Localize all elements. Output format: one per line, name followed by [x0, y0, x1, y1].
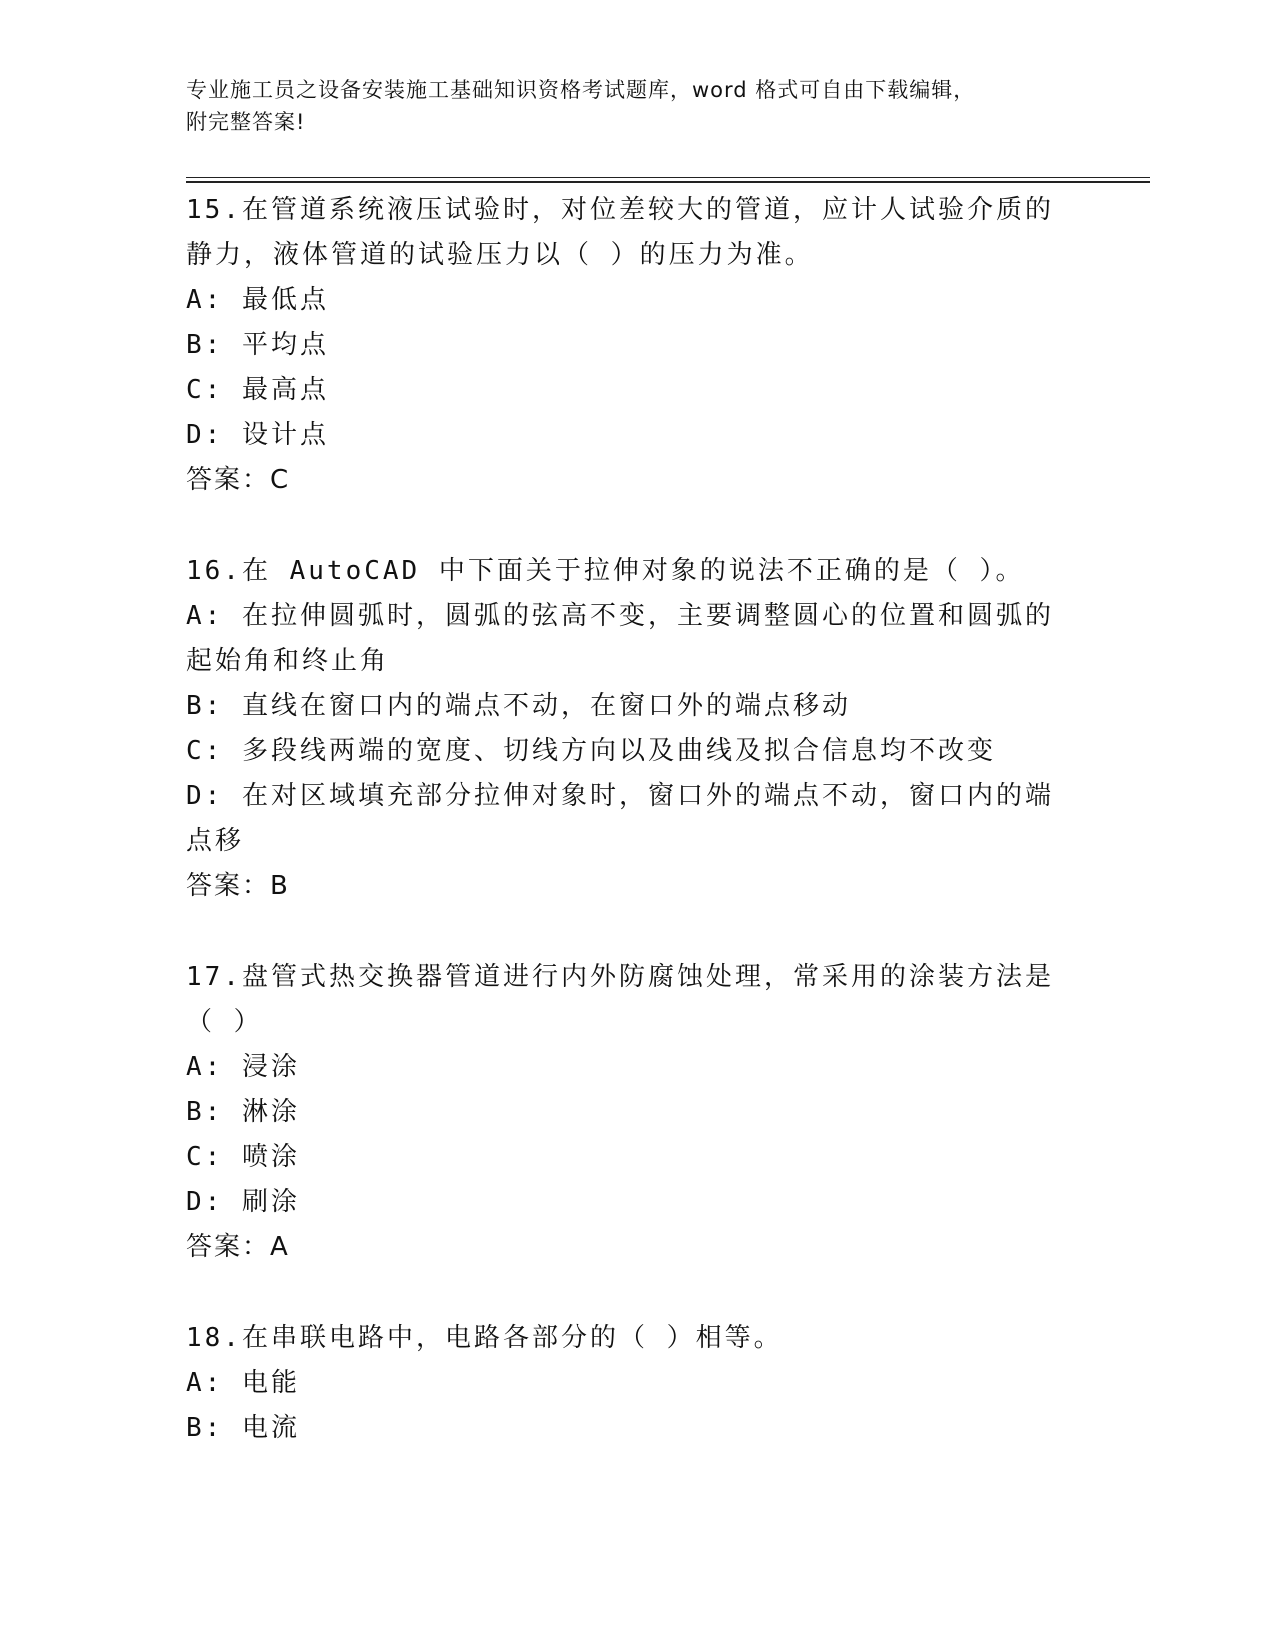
option-b: B: 直线在窗口内的端点不动，在窗口外的端点移动	[186, 691, 851, 721]
answer-text: 答案：A	[186, 1232, 290, 1262]
header-line-1: 专业施工员之设备安装施工基础知识资格考试题库，word 格式可自由下载编辑，	[186, 78, 976, 102]
question-18	[186, 1316, 1076, 1451]
question-stem: 17.盘管式热交换器管道进行内外防腐蚀处理，常采用的涂装方法是（ ）	[186, 962, 1054, 1037]
document-header	[186, 74, 1086, 138]
answer-text: 答案：C	[186, 465, 291, 495]
option-d: D: 在对区域填充部分拉伸对象时，窗口外的端点不动，窗口内的端点移	[186, 781, 1054, 856]
option-a: A: 电能	[186, 1368, 300, 1398]
answer-text: 答案：B	[186, 871, 290, 901]
option-a: A: 最低点	[186, 285, 329, 315]
option-c: C: 多段线两端的宽度、切线方向以及曲线及拟合信息均不改变	[186, 736, 996, 766]
question-stem: 18.在串联电路中，电路各部分的（ ）相等。	[186, 1323, 783, 1353]
option-a: A: 浸涂	[186, 1052, 300, 1082]
question-15	[186, 188, 1076, 503]
question-stem: 16.在 AutoCAD 中下面关于拉伸对象的说法不正确的是（ ）。	[186, 556, 1025, 586]
question-17	[186, 955, 1076, 1270]
option-c: C: 最高点	[186, 375, 329, 405]
question-16	[186, 549, 1076, 909]
option-b: B: 平均点	[186, 330, 329, 360]
option-b: B: 淋涂	[186, 1097, 300, 1127]
option-b: B: 电流	[186, 1413, 300, 1443]
option-d: D: 设计点	[186, 420, 329, 450]
option-a: A: 在拉伸圆弧时，圆弧的弦高不变，主要调整圆心的位置和圆弧的起始角和终止角	[186, 601, 1054, 676]
question-list	[186, 188, 1076, 1497]
header-line-2: 附完整答案!	[186, 110, 306, 134]
question-stem: 15.在管道系统液压试验时，对位差较大的管道，应计人试验介质的静力，液体管道的试验压力以（ ）的压力为准。	[186, 195, 1054, 270]
option-c: C: 喷涂	[186, 1142, 300, 1172]
header-divider-top	[186, 177, 1150, 178]
option-d: D: 刷涂	[186, 1187, 300, 1217]
header-divider-bottom	[186, 181, 1150, 183]
